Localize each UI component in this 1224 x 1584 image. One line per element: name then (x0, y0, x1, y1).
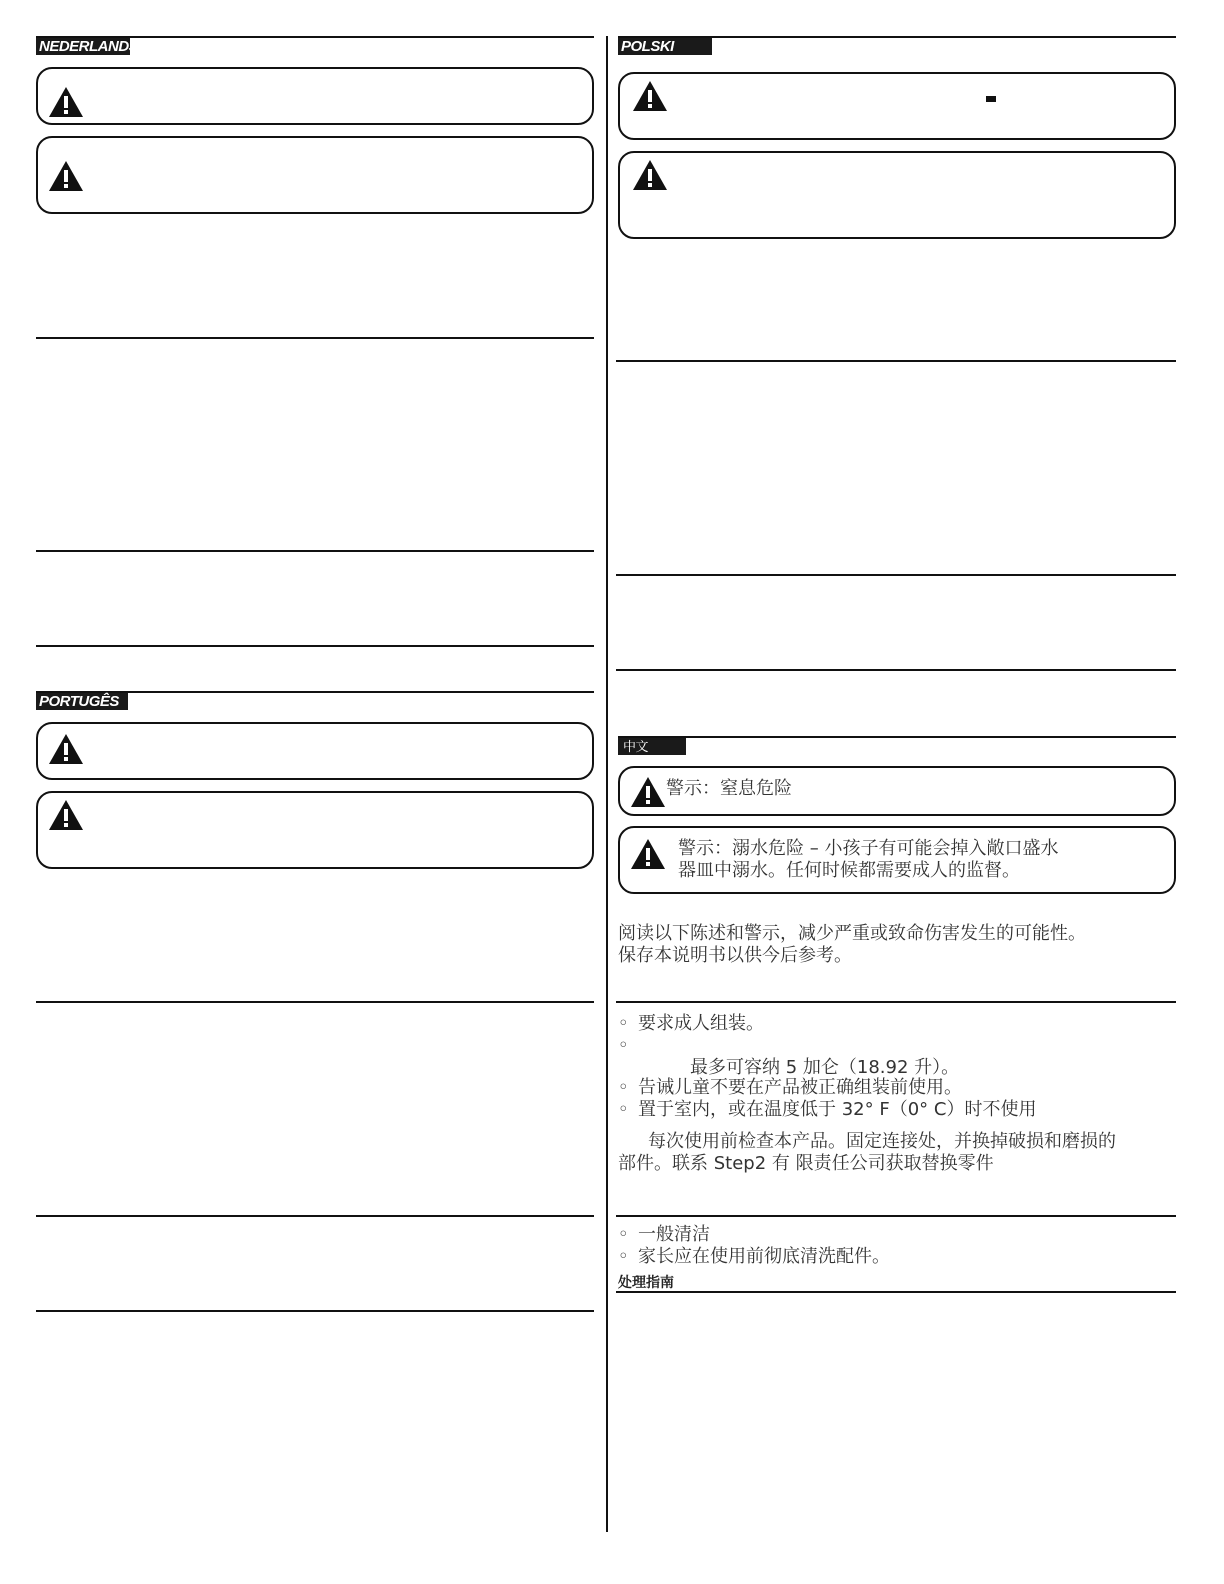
warning-triangle-icon (632, 80, 668, 112)
warning-text-line: 警示：溺水危险 – 小孩子有可能会掉入敞口盛水 (678, 838, 1059, 859)
divider-rule (36, 337, 594, 339)
list-item: 置于室内，或在温度低于 32° F（0° C）时不使用 (638, 1099, 1037, 1120)
divider-rule (616, 1291, 1176, 1293)
intro-text: 阅读以下陈述和警示，减少严重或致命伤害发生的可能性。 (618, 923, 1086, 944)
warning-box (36, 67, 594, 125)
language-label-nederlands: NEDERLANDS (36, 38, 130, 55)
warning-triangle-icon (632, 159, 668, 191)
warning-triangle-icon (48, 799, 84, 831)
language-label-chinese: 中文 (618, 738, 686, 755)
bullet-icon: ◦ (618, 1077, 629, 1098)
divider-rule (616, 1215, 1176, 1217)
warning-box (36, 722, 594, 780)
inspection-text: 部件。联系 Step2 有 限责任公司获取替换零件 (618, 1153, 994, 1174)
warning-box (618, 151, 1176, 239)
bullet-icon: ◦ (618, 1224, 629, 1245)
care-item: 一般清洁 (638, 1224, 710, 1245)
warning-box (36, 791, 594, 869)
intro-text: 保存本说明书以供今后参考。 (618, 945, 852, 966)
bullet-icon: ◦ (618, 1099, 629, 1120)
language-label-polski: POLSKI (618, 38, 712, 55)
warning-text: 警示：窒息危险 (666, 778, 792, 799)
inspection-text: 每次使用前检查本产品。固定连接处，并换掉破损和磨损的 (648, 1131, 1116, 1152)
warning-text-line: 器皿中溺水。任何时候都需要成人的监督。 (678, 860, 1020, 881)
section-top-rule (618, 736, 1176, 738)
divider-rule (36, 550, 594, 552)
bullet-icon: ◦ (618, 1246, 629, 1267)
warning-triangle-icon (630, 776, 666, 808)
divider-rule (36, 1001, 594, 1003)
divider-rule (36, 1215, 594, 1217)
list-item: 要求成人组装。 (638, 1013, 764, 1034)
warning-triangle-icon (630, 838, 666, 870)
warning-box (36, 136, 594, 214)
warning-triangle-icon (48, 160, 84, 192)
divider-rule (36, 1310, 594, 1312)
warning-box (618, 766, 1176, 816)
disposal-heading: 处理指南 (618, 1275, 674, 1291)
warning-triangle-icon (48, 733, 84, 765)
bullet-icon: ◦ (618, 1013, 629, 1034)
bullet-icon: ◦ (618, 1035, 629, 1056)
warning-box (618, 826, 1176, 894)
list-item: 告诫儿童不要在产品被正确组装前使用。 (638, 1077, 962, 1098)
divider-rule (36, 645, 594, 647)
divider-rule (616, 574, 1176, 576)
dash-mark (986, 96, 996, 102)
column-divider (606, 36, 608, 1532)
language-label-portugues: PORTUGÊS (36, 693, 128, 710)
divider-rule (616, 1001, 1176, 1003)
divider-rule (616, 360, 1176, 362)
list-item: 最多可容纳 5 加仑（18.92 升）。 (690, 1057, 960, 1078)
care-item: 家长应在使用前彻底清洗配件。 (638, 1246, 890, 1267)
divider-rule (616, 669, 1176, 671)
warning-triangle-icon (48, 86, 84, 118)
warning-box (618, 72, 1176, 140)
